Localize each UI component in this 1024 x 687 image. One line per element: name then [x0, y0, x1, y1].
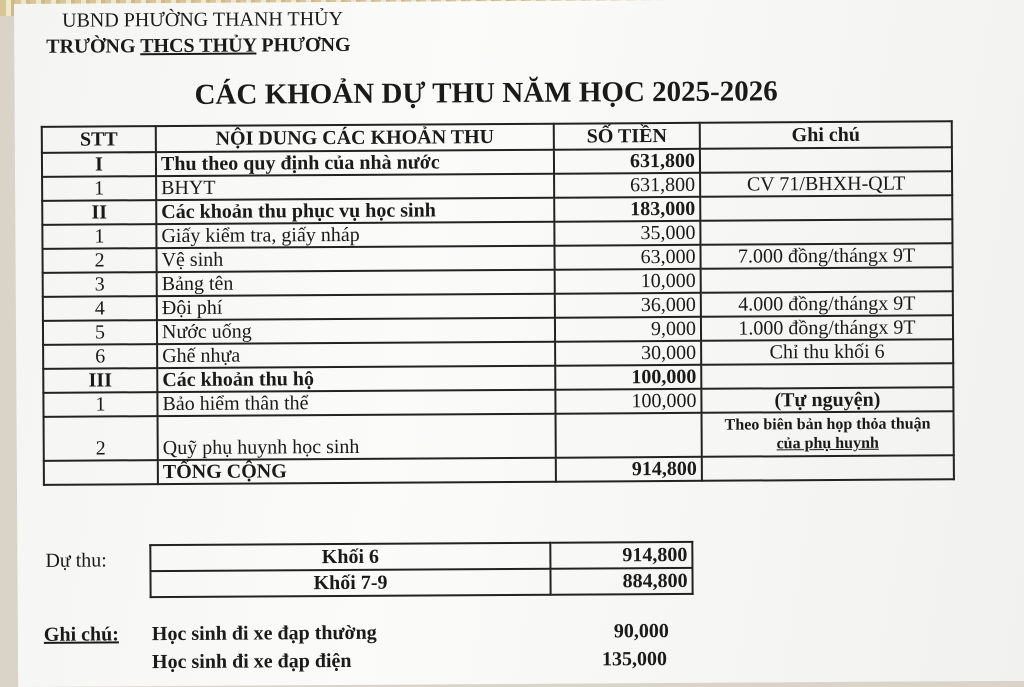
row-content: Nước uống — [157, 318, 555, 344]
row-content: Các khoản thu phục vụ học sinh — [156, 198, 554, 224]
row-amount: 100,000 — [555, 365, 701, 390]
row-stt: 2 — [44, 416, 158, 461]
row-note: Chỉ thu khối 6 — [701, 339, 953, 365]
total-note — [702, 455, 954, 481]
row-stt: 2 — [42, 248, 156, 273]
school-name — [46, 34, 350, 59]
note-item-amount: 90,000 — [613, 620, 669, 643]
row-stt: III — [43, 368, 157, 393]
row-note — [701, 363, 953, 389]
fees-table — [41, 120, 955, 486]
row-note — [700, 219, 952, 245]
projected-table — [149, 541, 693, 598]
row-note-line2: của phụ huynh — [776, 434, 879, 453]
row-stt: 4 — [43, 296, 157, 321]
row-content: Bảo hiểm thân thể — [157, 390, 555, 416]
note-item-text: Học sinh đi xe đạp điện — [151, 649, 352, 674]
row-note-line1: Theo biên bản họp thỏa thuận — [724, 415, 931, 434]
row-content: Các khoản thu hộ — [157, 366, 555, 392]
row-stt: 3 — [43, 272, 157, 297]
notes-label: Ghi chú: — [43, 623, 119, 646]
note-item-amount: 135,000 — [601, 648, 668, 671]
projected-row — [150, 542, 692, 571]
row-note — [700, 147, 952, 173]
row-note: CV 71/BHXH-QLT — [700, 171, 952, 197]
row-note — [701, 267, 953, 293]
row-stt: 1 — [43, 392, 157, 417]
school-name-prefix: TRƯỜNG — [46, 35, 141, 58]
projected-amount: 884,800 — [550, 568, 692, 595]
row-note: 7.000 đồng/thángx 9T — [700, 243, 952, 269]
table-row — [44, 411, 954, 461]
row-stt: 1 — [42, 224, 156, 249]
row-amount: 9,000 — [555, 317, 701, 342]
row-content: Giấy kiểm tra, giấy nháp — [156, 222, 554, 248]
row-stt: II — [42, 200, 156, 225]
row-amount: 183,000 — [554, 197, 700, 222]
row-amount: 36,000 — [555, 293, 701, 318]
row-note — [702, 411, 954, 457]
row-note: 1.000 đồng/thángx 9T — [701, 315, 953, 341]
projected-grade: Khối 7-9 — [150, 569, 550, 597]
row-content: Thu theo quy định của nhà nước — [156, 150, 554, 176]
document-sheet — [14, 0, 1024, 687]
school-name-suffix: PHƯƠNG — [256, 33, 351, 57]
row-content: Đội phí — [157, 294, 555, 320]
row-content: Bảng tên — [157, 270, 555, 296]
total-stt — [44, 460, 158, 485]
document-title: CÁC KHOẢN DỰ THU NĂM HỌC 2025-2026 — [194, 75, 778, 111]
row-amount: 30,000 — [555, 341, 701, 366]
row-note — [700, 195, 952, 221]
row-note: (Tự nguyện) — [701, 387, 953, 413]
row-amount: 63,000 — [554, 245, 700, 270]
row-stt: 5 — [43, 320, 157, 345]
row-amount: 100,000 — [555, 389, 701, 414]
header-amount: SỐ TIỀN — [554, 123, 700, 150]
row-content: Vệ sinh — [156, 246, 554, 272]
row-stt: 6 — [43, 344, 157, 369]
total-row — [44, 455, 954, 485]
projected-amount: 914,800 — [550, 542, 692, 569]
projected-grade: Khối 6 — [150, 543, 550, 571]
row-content: Quỹ phụ huynh học sinh — [158, 414, 556, 460]
row-stt: I — [42, 152, 156, 177]
row-stt: 1 — [42, 176, 156, 201]
org-name: UBND PHƯỜNG THANH THỦY — [62, 7, 344, 32]
projected-label: Dự thu: — [45, 549, 107, 572]
header-note: Ghi chú — [700, 121, 952, 149]
row-amount: 631,800 — [554, 173, 700, 198]
projected-row — [150, 568, 692, 597]
row-note: 4.000 đồng/thángx 9T — [701, 291, 953, 317]
school-name-underlined: THCS THỦY — [140, 34, 257, 58]
row-amount: 631,800 — [554, 149, 700, 174]
row-content: BHYT — [156, 174, 554, 200]
header-content: NỘI DUNG CÁC KHOẢN THU — [156, 124, 554, 152]
row-amount: 35,000 — [554, 221, 700, 246]
header-stt: STT — [42, 126, 156, 153]
total-label: TỔNG CỘNG — [158, 458, 556, 484]
row-content: Ghế nhựa — [157, 342, 555, 368]
row-amount — [556, 413, 702, 458]
row-amount: 10,000 — [555, 269, 701, 294]
note-item-text: Học sinh đi xe đạp thường — [151, 621, 377, 646]
total-amount: 914,800 — [556, 457, 702, 482]
